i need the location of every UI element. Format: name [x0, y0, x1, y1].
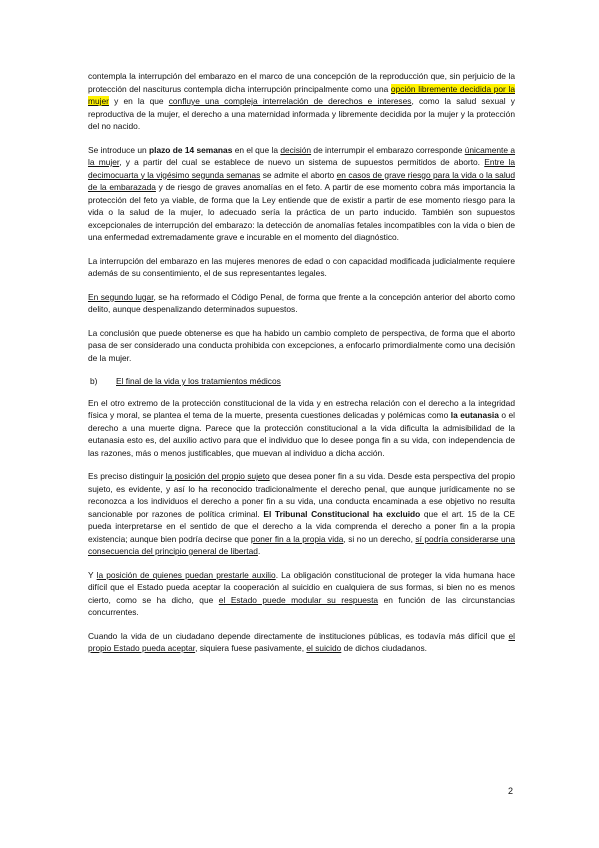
- paragraph-7: [88, 470, 515, 558]
- underlined-text: únicamente a la mujer: [88, 144, 516, 167]
- paragraph-3: La interrupción del embarazo en las mujeres menores de edad o con capacidad modificada judicialmente requiere además de su consentimiento, el de sus representantes legales.: [88, 255, 515, 278]
- text: , y a partir del cual se establece de nuevo un sistema de supuestos permitidos de aborto.: [119, 157, 485, 167]
- underlined-text: confluye una compleja interrelación de derechos e intereses: [168, 96, 412, 106]
- text: . La obligación constitucional de proteger la vida humana hace difícil que el Estado pueda aceptar la cooperación al suicidio en cualquiera de sus formas, si bien no es menos cierto, como se ha dicho, que: [88, 569, 515, 605]
- text: que desea poner fin a su vida. Desde esta perspectiva del propio sujeto, es evidente, y así lo ha reconocido tradicionalmente el derecho penal, que aunque jurídicamente no se reconozca a los individuos el derecho a poner fin a su vida, una conducta encaminada a ese objetivo no resulta sancionable por razones de política criminal.: [88, 471, 516, 519]
- paragraph-6: [88, 397, 515, 460]
- text: en el que la: [232, 144, 281, 155]
- text: , como la salud sexual y reproductiva de la mujer, el derecho a una maternidad informada y libremente decidida por la mujer y la protección del no nacido.: [88, 96, 515, 131]
- underlined-text: poner fin a la propia vida: [250, 533, 344, 544]
- text: Se introduce un: [88, 144, 150, 155]
- text: , siquiera fuese pasivamente,: [195, 643, 307, 653]
- document-body: [88, 70, 515, 666]
- text: contempla la interrupción del embarazo en el marco de una concepción de la reproducción que, sin perjuicio de la protección del nasciturus contempla dicha interrupción principalmente como una: [88, 71, 515, 94]
- paragraph-9: [88, 630, 515, 655]
- text: o el derecho a una muerte digna. Parece que la protección constitucional a la vida dificulta la admisibilidad de la eutanasia esto es, del auxilio activo para que el individuo que lo desee ponga fin a su vida, con independencia de las razones, más o menos justificables, que muevan al individuo a dicha acción.: [88, 410, 515, 458]
- text: y de riesgo de graves anomalías en el feto. A partir de ese momento cobra más importancia la protección del feto ya viable, de forma que la Ley entiende que de existir a partir de ese momento riesgo para la vida o la salud de la mujer, lo adecuado sería la práctica de un parto inducido. También son supuestos excepcionales de interrupción del embarazo: la detección de anomalías fetales incompatibles con la vida o bien de una enfermedad extremadamente grave e incurable en el momento del diagnóstico.: [88, 182, 515, 242]
- underlined-text: en casos de grave riesgo para la vida o la salud de la embarazada: [88, 169, 515, 192]
- underlined-text: la posición del propio sujeto: [165, 471, 270, 481]
- text: se admite el aborto: [260, 169, 337, 180]
- underlined-text: la posición de quienes puedan prestarle auxilio: [96, 569, 276, 580]
- text: , si no un derecho,: [343, 533, 416, 544]
- section-heading: [88, 375, 515, 388]
- text: de dichos ciudadanos.: [341, 643, 427, 653]
- bold-text: plazo de 14 semanas: [149, 144, 233, 155]
- text: de interrumpir el embarazo corresponde: [311, 144, 465, 155]
- paragraph-4: [88, 291, 515, 316]
- bold-text: la eutanasia: [450, 410, 499, 420]
- text: que el art. 15 de la CE pueda interpretarse en el sentido de que el derecho a la vida comprenda el derecho a poner fin a la propia existencia; aunque bien podría decirse que: [88, 508, 516, 544]
- page-number: 2: [508, 786, 514, 796]
- text: Es preciso distinguir: [88, 471, 166, 481]
- text: .: [257, 546, 261, 556]
- paragraph-5: La conclusión que puede obtenerse es que ha habido un cambio completo de perspectiva, de forma que el aborto pasa de ser considerado una conducta prohibida con excepciones, a enfocarlo primordialmente como una decisión de la mujer.: [88, 327, 515, 363]
- text: En el otro extremo de la protección constitucional de la vida y en estrecha relación con el derecho a la integridad física y moral, se plantea el tema de la muerte, presenta cuestiones delicadas y polémicas como: [88, 397, 515, 420]
- underlined-text: En segundo lugar: [88, 291, 154, 302]
- paragraph-8: [88, 569, 515, 619]
- text: Y: [88, 569, 97, 580]
- section-label: b): [90, 376, 98, 386]
- underlined-text: el suicido: [306, 643, 342, 653]
- underlined-text: sí podría considerarse una consecuencia del principio general de libertad: [88, 533, 515, 556]
- text: Cuando la vida de un ciudadano depende directamente de instituciones públicas, es todavía más difícil que: [88, 630, 509, 641]
- underlined-text: el Estado puede modular su respuesta: [218, 594, 379, 605]
- text: , se ha reformado el Código Penal, de forma que frente a la concepción anterior del aborto como delito, aunque despenalizando determinados supuestos.: [88, 291, 515, 314]
- underlined-text: el propio Estado pueda aceptar: [88, 630, 515, 653]
- bold-text: El Tribunal Constitucional ha excluido: [263, 508, 421, 519]
- paragraph-2: [88, 144, 515, 244]
- underlined-text: Entre la decimocuarta y la vigésimo segunda semanas: [88, 157, 515, 180]
- section-title: El final de la vida y los tratamientos médicos: [116, 376, 281, 386]
- text: y en la que: [108, 96, 169, 106]
- highlighted-text: opción libremente decidida por la mujer: [88, 83, 515, 106]
- underlined-text: decisión: [280, 144, 312, 155]
- text: en función de las circunstancias concurrentes.: [88, 594, 515, 617]
- paragraph-1: [88, 70, 515, 133]
